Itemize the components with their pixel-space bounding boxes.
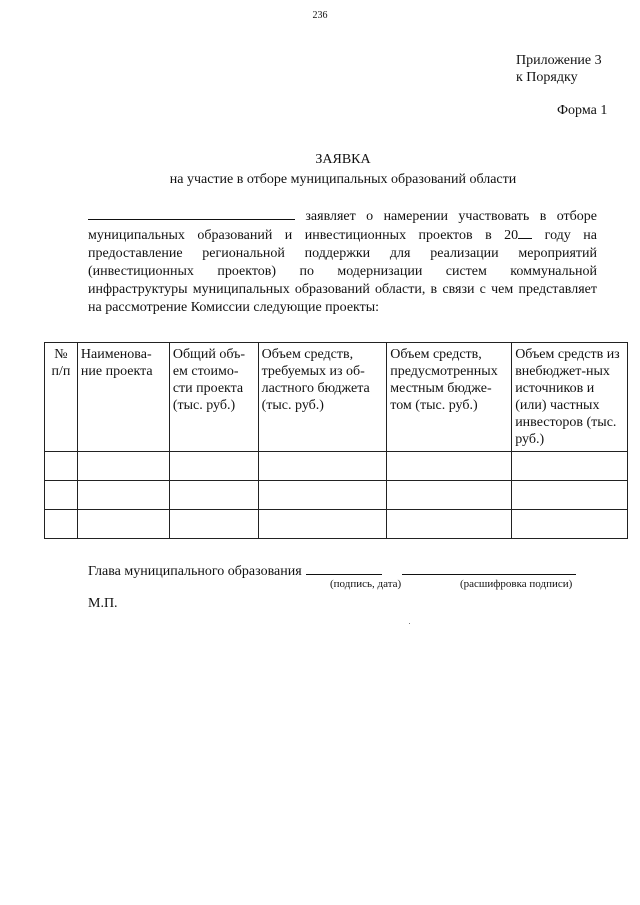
header-regional-budget: Объем средств, требуемых из об-ластного бюджета (тыс. руб.) — [258, 343, 387, 452]
table-cell — [45, 452, 78, 481]
appendix-line-1: Приложение 3 — [516, 53, 602, 68]
year-blank-line — [518, 226, 532, 239]
table-cell — [169, 452, 258, 481]
signature-caption: (подпись, дата) — [330, 578, 402, 590]
table-cell — [169, 510, 258, 539]
appendix-line-2: к Порядку — [516, 70, 578, 85]
table-cell — [45, 481, 78, 510]
table-cell — [169, 481, 258, 510]
table-cell — [77, 452, 169, 481]
table-cell — [512, 481, 628, 510]
table-row — [45, 481, 628, 510]
body-part-1: заявляет о намерении участвовать в отборе муниципальных образований и инвестиционных проектов в 20 — [88, 209, 597, 243]
table-cell — [258, 452, 387, 481]
body-part-2: году на предоставление региональной поддержки для реализации мероприятий (инвестиционных проектов) по модернизации систем коммунальной инфраструктуры муниципальных образований области, в связи с чем представляет на рассмотрение Комиссии следующие проекты: — [88, 228, 597, 315]
table-cell — [77, 481, 169, 510]
header-project-name: Наименова-ние проекта — [77, 343, 169, 452]
header-extrabudgetary: Объем средств из внебюджет-ных источников и (или) частных инвесторов (тыс. руб.) — [512, 343, 628, 452]
table-cell — [387, 452, 512, 481]
application-body — [88, 207, 597, 317]
document-subtitle: на участие в отборе муниципальных образований области — [169, 172, 517, 187]
table-cell — [45, 510, 78, 539]
form-label: Форма 1 — [557, 103, 608, 118]
decode-caption: (расшифровка подписи) — [460, 578, 573, 590]
page-number: 236 — [312, 10, 328, 21]
table-cell — [258, 481, 387, 510]
name-decode-blank — [402, 562, 576, 575]
table-row — [45, 510, 628, 539]
table-cell — [387, 481, 512, 510]
projects-table — [44, 342, 628, 539]
header-local-budget: Объем средств, предусмотренных местным бюдже-том (тыс. руб.) — [387, 343, 512, 452]
signature-label: Глава муниципального образования — [88, 564, 302, 579]
scan-artifact-dot — [409, 623, 410, 624]
municipality-blank-line — [88, 207, 295, 220]
table-cell — [512, 510, 628, 539]
appendix-reference — [516, 52, 602, 86]
table-row — [45, 452, 628, 481]
table-cell — [387, 510, 512, 539]
table-cell — [77, 510, 169, 539]
document-title: ЗАЯВКА — [315, 152, 371, 167]
table-header-row — [45, 343, 628, 452]
table-cell — [512, 452, 628, 481]
header-total-cost: Общий объ-ем стоимо-сти проекта (тыс. руб.) — [169, 343, 258, 452]
signature-blank — [306, 562, 382, 575]
header-number: № п/п — [45, 343, 78, 452]
stamp-place-label: М.П. — [88, 596, 118, 611]
table-cell — [258, 510, 387, 539]
